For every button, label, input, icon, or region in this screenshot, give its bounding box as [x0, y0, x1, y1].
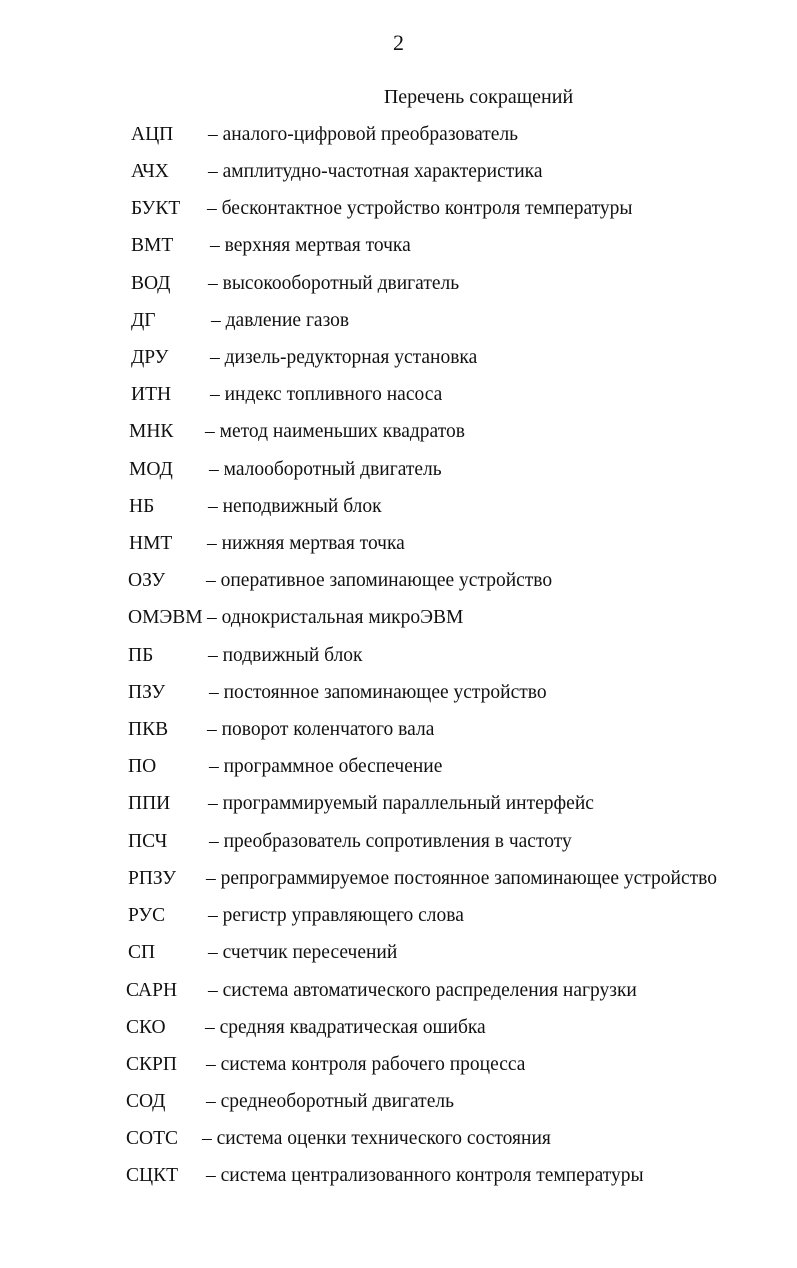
- list-item: [0, 455, 797, 485]
- definition: – дизель-редукторная установка: [210, 347, 478, 368]
- abbreviation: СП: [128, 942, 156, 963]
- definition: – система автоматического распределения нагрузки: [208, 980, 637, 1001]
- definition: – малооборотный двигатель: [209, 459, 442, 480]
- abbreviation: АЧХ: [131, 161, 169, 182]
- abbreviation: МНК: [129, 421, 174, 442]
- list-item: [0, 864, 797, 894]
- abbreviation: НБ: [129, 496, 155, 517]
- definition: – бесконтактное устройство контроля температуры: [207, 198, 633, 219]
- list-item: [0, 269, 797, 299]
- definition: – неподвижный блок: [208, 496, 382, 517]
- definition: – репрограммируемое постоянное запоминающее устройство: [206, 868, 717, 889]
- abbreviation: СКО: [126, 1017, 166, 1038]
- abbreviation: САРН: [126, 980, 178, 1001]
- list-item: [0, 343, 797, 373]
- abbreviation: БУКТ: [131, 198, 181, 219]
- abbreviation: ПБ: [128, 645, 154, 666]
- abbreviation: ПЗУ: [128, 682, 166, 703]
- definition: – постоянное запоминающее устройство: [209, 682, 547, 703]
- definition: – регистр управляющего слова: [208, 905, 464, 926]
- definition: – верхняя мертвая точка: [210, 235, 411, 256]
- abbreviation: ОЗУ: [128, 570, 166, 591]
- abbreviation: ВОД: [131, 273, 171, 294]
- abbreviation: РПЗУ: [128, 868, 177, 889]
- abbreviation: ДРУ: [131, 347, 169, 368]
- definition: – оперативное запоминающее устройство: [206, 570, 553, 591]
- list-item: [0, 1050, 797, 1080]
- abbreviation: НМТ: [129, 533, 173, 554]
- list-item: [0, 641, 797, 671]
- list-item: [0, 380, 797, 410]
- list-item: [0, 194, 797, 224]
- list-item: [0, 752, 797, 782]
- definition: – давление газов: [211, 310, 350, 331]
- definition: – метод наименьших квадратов: [205, 421, 465, 442]
- definition: – преобразователь сопротивления в частоту: [209, 831, 572, 852]
- list-item: [0, 306, 797, 336]
- abbreviation: СЦКТ: [126, 1165, 179, 1186]
- list-item: [0, 1124, 797, 1154]
- abbreviation: ВМТ: [131, 235, 174, 256]
- list-item: [0, 827, 797, 857]
- definition: – счетчик пересечений: [208, 942, 398, 963]
- abbreviation: ПСЧ: [128, 831, 168, 852]
- abbreviation: ППИ: [128, 793, 171, 814]
- definition: – система оценки технического состояния: [202, 1128, 551, 1149]
- definition: – однокристальная микроЭВМ: [207, 607, 464, 628]
- definition: – нижняя мертвая точка: [207, 533, 405, 554]
- definition: – система контроля рабочего процесса: [206, 1054, 526, 1075]
- definition: – среднеоборотный двигатель: [206, 1091, 454, 1112]
- list-item: [0, 789, 797, 819]
- list-item: [0, 1161, 797, 1191]
- list-item: [0, 976, 797, 1006]
- definition: – амплитудно-частотная характеристика: [208, 161, 543, 182]
- list-item: [0, 120, 797, 150]
- list-item: [0, 417, 797, 447]
- list-item: [0, 157, 797, 187]
- list-item: [0, 715, 797, 745]
- abbreviation: ПО: [128, 756, 157, 777]
- list-item: [0, 678, 797, 708]
- abbreviation: ПКВ: [128, 719, 169, 740]
- abbreviation: СОД: [126, 1091, 166, 1112]
- definition: – программное обеспечение: [209, 756, 443, 777]
- abbreviation: МОД: [129, 459, 173, 480]
- list-item: [0, 603, 797, 633]
- list-item: [0, 492, 797, 522]
- definition: – средняя квадратическая ошибка: [205, 1017, 486, 1038]
- definition: – система централизованного контроля температуры: [206, 1165, 644, 1186]
- definition: – высокооборотный двигатель: [208, 273, 460, 294]
- page-title: Перечень сокращений: [383, 86, 574, 108]
- definition: – поворот коленчатого вала: [207, 719, 435, 740]
- abbreviation: РУС: [128, 905, 166, 926]
- list-item: [0, 901, 797, 931]
- abbreviation: СКРП: [126, 1054, 177, 1075]
- list-item: [0, 938, 797, 968]
- abbreviation: АЦП: [131, 124, 174, 145]
- abbreviation: СОТС: [126, 1128, 179, 1149]
- abbreviation: ОМЭВМ: [128, 607, 203, 628]
- list-item: [0, 1013, 797, 1043]
- page-number: 2: [393, 30, 404, 55]
- definition: – подвижный блок: [208, 645, 363, 666]
- definition: – индекс топливного насоса: [210, 384, 443, 405]
- list-item: [0, 566, 797, 596]
- abbreviation: ИТН: [131, 384, 172, 405]
- definition: – аналого-цифровой преобразователь: [208, 124, 519, 145]
- list-item: [0, 231, 797, 261]
- list-item: [0, 1087, 797, 1117]
- list-item: [0, 529, 797, 559]
- definition: – программируемый параллельный интерфейс: [208, 793, 594, 814]
- abbreviation: ДГ: [131, 310, 156, 331]
